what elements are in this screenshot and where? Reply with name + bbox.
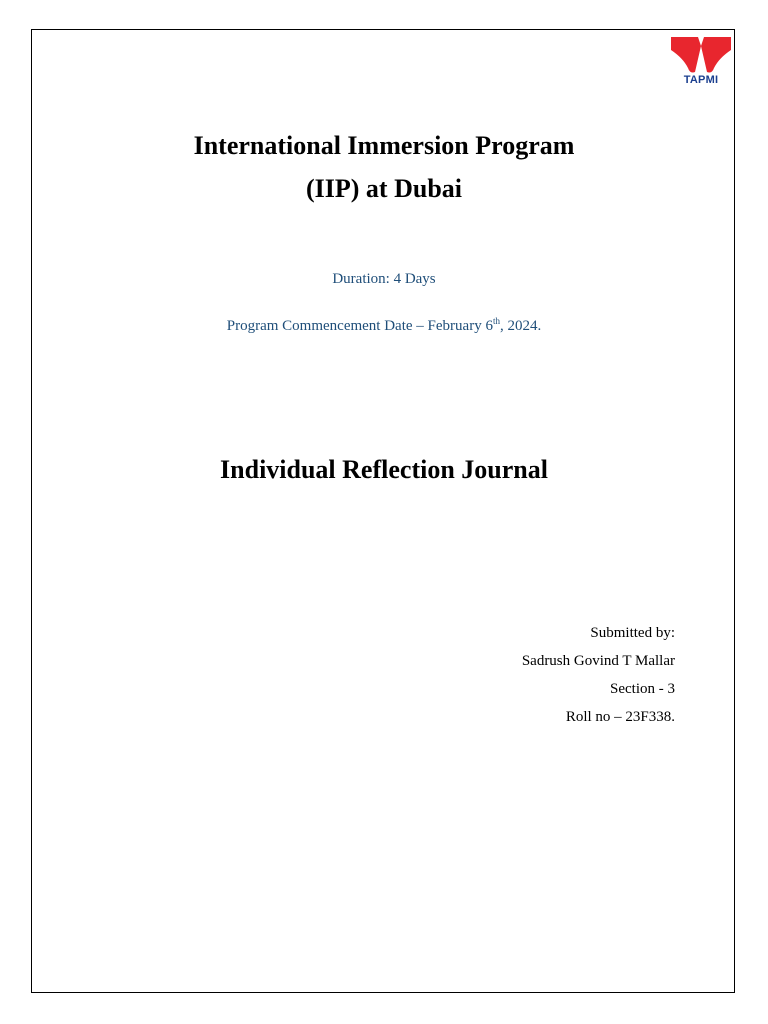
duration-text: Duration: 4 Days: [332, 271, 436, 287]
commencement-suffix: , 2024.: [499, 318, 542, 334]
tapmi-logo: [668, 34, 734, 90]
student-name: Sadrush Govind T Mallar: [521, 653, 675, 669]
student-roll-number: Roll no – 23F338.: [565, 709, 675, 725]
program-title-line2: (IIP) at Dubai: [305, 174, 462, 203]
logo-text: TAPMI: [683, 74, 719, 86]
commencement-prefix: Program Commencement Date – February 6: [226, 318, 493, 334]
tapmi-logo-icon: [668, 34, 734, 74]
commencement-superscript: th: [492, 316, 500, 326]
program-title-line1: International Immersion Program: [193, 131, 575, 160]
student-section: Section - 3: [610, 681, 675, 697]
journal-title: Individual Reflection Journal: [220, 455, 548, 484]
commencement-date: [0, 316, 768, 334]
submitted-by-label: Submitted by:: [590, 625, 675, 641]
